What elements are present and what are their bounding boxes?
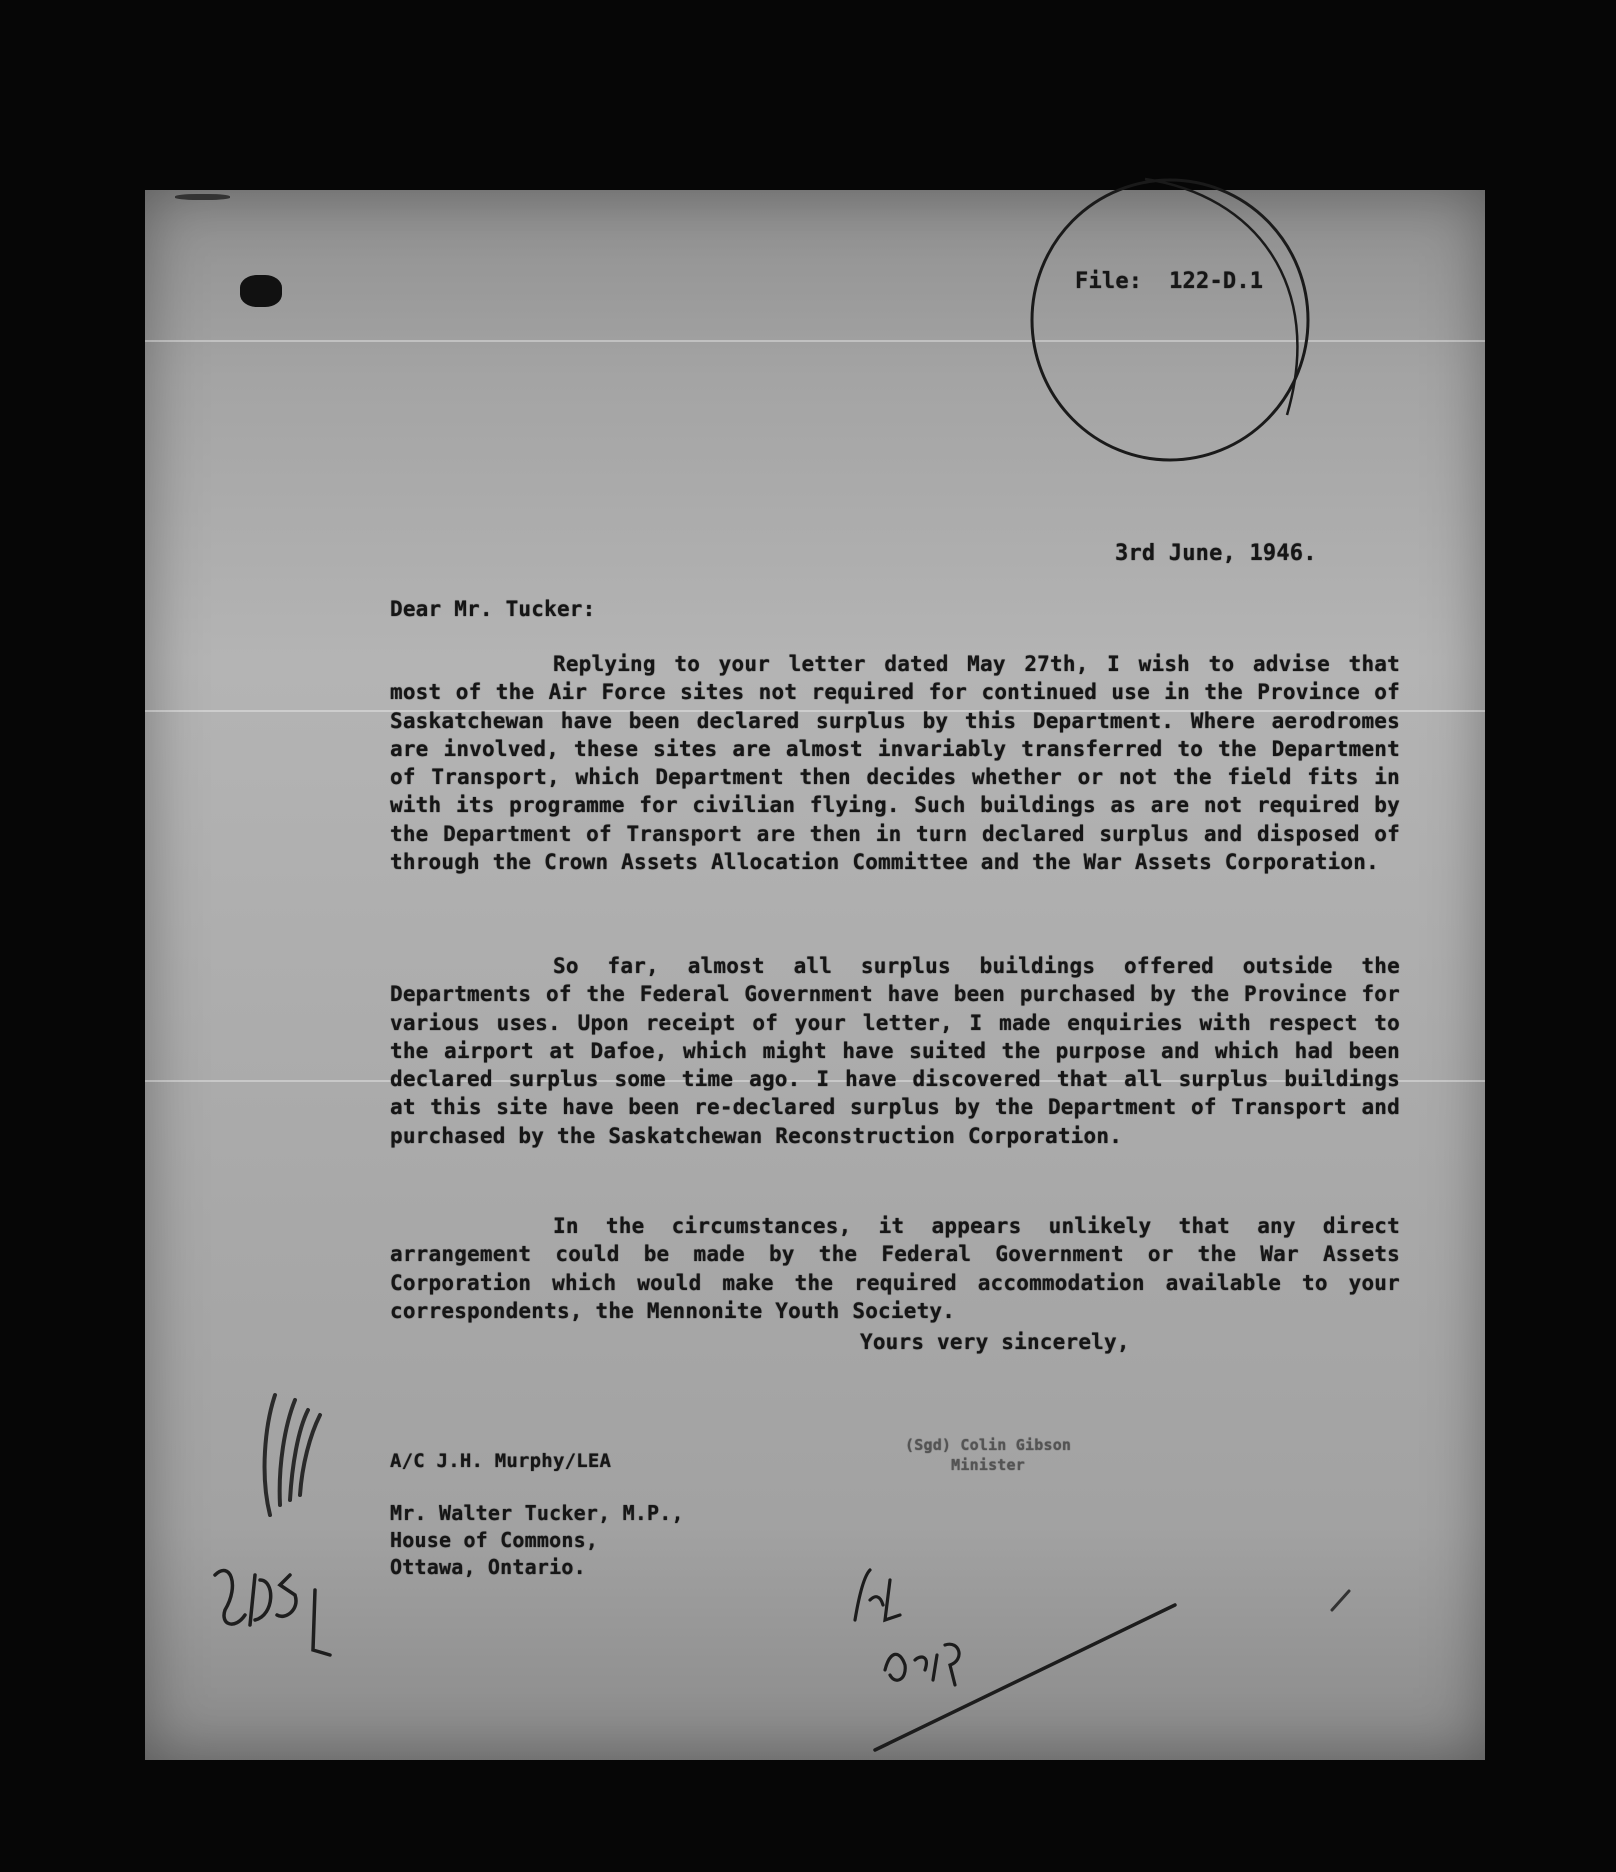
paragraph-1 — [390, 650, 1400, 876]
paragraph-3 — [390, 1212, 1400, 1325]
signature-title: Minister — [951, 1456, 1025, 1474]
paragraph-2 — [390, 952, 1400, 1150]
recipient-line3: Ottawa, Ontario. — [390, 1555, 586, 1579]
salutation: Dear Mr. Tucker: — [390, 597, 596, 621]
recipient-line2: House of Commons, — [390, 1528, 599, 1552]
handwritten-initials-icon — [205, 1555, 335, 1665]
recipient-name: Mr. Walter Tucker, M.P., — [390, 1501, 684, 1525]
punch-hole-mark — [240, 275, 282, 307]
letter-page — [145, 190, 1485, 1760]
recipient-address — [390, 1500, 684, 1581]
handwritten-signature-icon — [845, 1560, 1185, 1770]
ink-smudge — [175, 194, 230, 200]
circle-stamp-icon — [1025, 175, 1325, 465]
signature-block — [905, 1435, 1071, 1475]
paragraph-text: Replying to your letter dated May 27th, I wish to advise that most of the Air Force sites not required for continued use in the Province of Saskatchewan have been declared surplus by this Department. Where aerodromes are involved, these sites are almost invariably transferred to the Department of Transport, which Department then decides whether or not the field fits in with its programme for civilian flying. Such buildings as are not required by the Department of Transport are then in turn declared surplus and disposed of through the Crown Assets Allocation Committee and the War Assets Corporation. — [390, 652, 1400, 875]
file-reference: File: 122-D.1 — [1075, 269, 1264, 294]
reference-initials: A/C J.H. Murphy/LEA — [390, 1450, 612, 1472]
handwritten-scribble-icon — [240, 1385, 340, 1525]
pencil-mark-icon — [1327, 1585, 1357, 1615]
paragraph-text: So far, almost all surplus buildings offered outside the Departments of the Federal Government have been purchased by the Province for various uses. Upon receipt of your letter, I made enquiries with respect to the airport at Dafoe, which might have suited the purpose and which had been declared surplus some time ago. I have discovered that all surplus buildings at this site have been re-declared surplus by the Department of Transport and purchased by the Saskatchewan Reconstruction Corporation. — [390, 954, 1400, 1148]
signature-line: (Sgd) Colin Gibson — [905, 1436, 1072, 1454]
closing: Yours very sincerely, — [860, 1330, 1130, 1354]
letter-date: 3rd June, 1946. — [1115, 541, 1317, 566]
paragraph-text: In the circumstances, it appears unlikely that any direct arrangement could be made by the Federal Government or the War Assets Corporation which would make the required accommodation available to your correspondents, the Mennonite Youth Society. — [390, 1214, 1400, 1323]
